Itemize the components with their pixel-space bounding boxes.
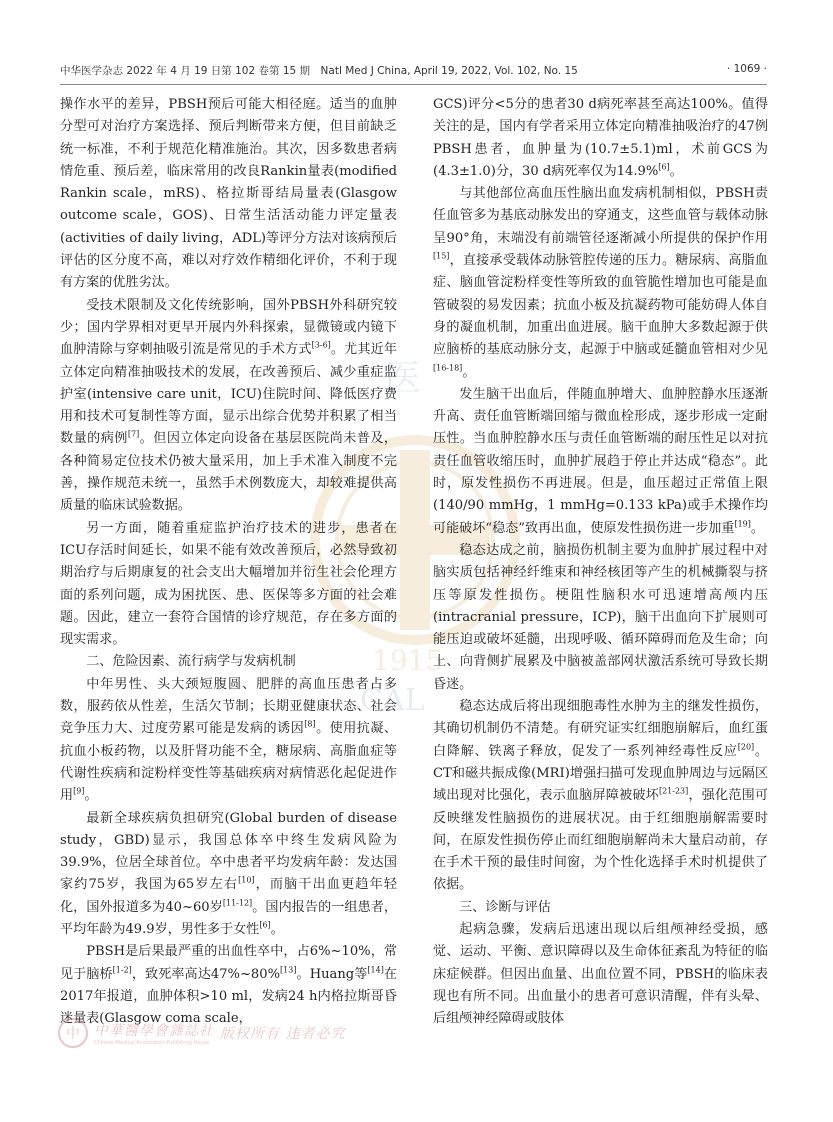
watermark-char: 医 [385, 358, 422, 399]
page-number: · 1069 · [726, 63, 767, 75]
paragraph: PBSH是后果最严重的出血性卒中，占6%~10%，常见于脑桥[1-2]，致死率高达47%~80%[13]。Huang等[14]在2017年报道，血肿体积>10 ml，发病24 h内格拉斯哥昏迷量表(Glasgow coma scale， [60, 944, 398, 1027]
journal-citation: 中华医学杂志 2022 年 4 月 19 日第 102 卷第 15 期 Natl Med J China, April 19, 2022, Vol. 102, No. 15 [60, 65, 578, 77]
paragraph: 稳态达成后将出现细胞毒性水肿为主的继发性损伤，其确切机制仍不清楚。有研究证实红细胞崩解后，血红蛋白降解、铁离子释放，促发了一系列神经毒性反应[20]。CT和磁共振成像(MRI)增强扫描可发现血肿周边与远隔区域出现对比强化，表示血脑屏障被破坏[21-23]，强化范围可反映继发性脑损伤的进展状况。由于红细胞崩解需要时间，在原发性损伤停止而红细胞崩解尚未大量启动前，存在手术干预的最佳时间窗，为个性化选择手术时机提供了依据。 [433, 699, 769, 893]
citation: [8] [304, 719, 316, 729]
section-heading: 二、危险因素、流行病学与发病机制 [86, 654, 296, 670]
citation: [10] [238, 876, 255, 886]
citation: [6] [658, 162, 670, 172]
citation: [20] [737, 742, 755, 752]
citation: [16-18] [433, 363, 463, 373]
citation: [21-23] [658, 786, 689, 796]
publisher-name: 中華醫學會雜誌社 [94, 1023, 214, 1039]
paragraph: 最新全球疾病负担研究(Global burden of disease study，GBD)显示，我国总体卒中终生发病风险为39.9%，位居全球首位。卒中患者平均发病年龄：发达国家约75岁，我国为65岁左右[10]，而脑干出血更趋年轻化，国外报道多为40~60岁[11-12]。国内报告的一组患者，平均年龄为49.9岁，男性多于女性[6]。 [60, 810, 398, 937]
paragraph: 另一方面，随着重症监护治疗技术的进步，患者在ICU存活时间延长，如果不能有效改善预后，必然导致初期治疗与后期康复的社会支出大幅增加并衍生社会伦理方面的系列问题，成为困扰医、患、医保等多方面的社会难题。因此，建立一套符合国情的诊疗规范，存在多方面的现实需求。 [60, 520, 397, 648]
copyright-marks: 版权所有 违者必究 [220, 1026, 346, 1042]
citation: [7] [127, 430, 140, 440]
paragraph: 发生脑干出血后，伴随血肿增大、血肿腔静水压逐渐升高、责任血管断端回缩与微血栓形成，逐步形成一定耐压性。当血肿腔静水压与责任血管断端的耐压性足以对抗责任血管收缩压时，血肿扩展趋于停止并达成“稳态”。此时，原发性损伤不再进展。但是，血压超过正常值上限(140/90 mmHg，1 mmHg=0.133 kPa)或手术操作均可能破坏“稳态”致再出血，使原发性损伤进一步加重[19]。 [433, 386, 768, 536]
citation: [9] [73, 786, 85, 796]
paragraph: 起病急骤，发病后迅速出现以后组颅神经受损，感觉、运动、平衡、意识障碍以及生命体征紊乱为特征的临床症候群。但因出血量、出血位置不同，PBSH的临床表现也有所不同。出血量小的患者可意识清醒，伴有头晕、后组颅神经障碍或肢体 [433, 921, 768, 1027]
paragraph: 与其他部位高血压性脑出血发病机制相似，PBSH责任血管多为基底动脉发出的穿通支，这些血管与载体动脉呈90°角，末端没有前端管径逐渐减小所提供的保护作用[15]，直接承受载体动脉管腔传递的压力。糖尿病、高脂血症、脑血管淀粉样变性等所致的血管脆性增加也可能是血管破裂的易发因素；抗血小板及抗凝药物可能妨碍人体自身的凝血机制，加重出血进展。脑干血肿大多数起源于供应脑桥的基底动脉分支，起源于中脑或延髓血管相对少见[16-18]。 [433, 186, 768, 380]
right-column [433, 94, 768, 1030]
paragraph: 稳态达成之前，脑损伤机制主要为血肿扩展过程中对脑实质包括神经纤维束和神经核团等产生的机械撕裂与挤压等原发性损伤。梗阻性脑积水可迅速增高颅内压(intracranial pressure，ICP)，脑干出血向下扩展则可能压迫或破坏延髓，出现呼吸、循环障碍而危及生命；向上、向背侧扩展累及中脑被盖部网状激活系统可导致长期昏迷。 [433, 542, 768, 692]
citation: [15] [433, 251, 450, 261]
citation: [14] [367, 965, 384, 975]
citation: [6] [259, 920, 271, 930]
publisher-logo [58, 1018, 345, 1048]
paragraph: 操作水平的差异，PBSH预后可能大相径庭。适当的血肿分型可对治疗方案选择、预后判断带来方便，但目前缺乏统一标准，不利于规范化精准施治。其次，因多数患者病情危重、预后差，临床常用的改良Rankin量表(modified Rankin scale，mRS)、格拉斯哥结局量表(Glasgow outcome scale，GOS)、日常生活活动能力评定量表(activities of daily living，ADL)等评分方法对该病预后评估的区分度不高，难以对疗效作精细化评价，不利于现有方案的优胜劣汰。 [60, 97, 397, 291]
citation: [11-12] [222, 898, 253, 908]
citation: [3-6] [311, 340, 331, 350]
left-column [60, 94, 397, 1030]
publisher-seal-icon: 中 [58, 1018, 88, 1048]
watermark-year: 1915 [372, 644, 444, 677]
paragraph: 受技术限制及文化传统影响，国外PBSH外科研究较少；国内学界相对更早开展内外科探索，显微镜或内镜下血肿清除与穿刺抽吸引流是常见的手术方式[3-6]。尤其近年立体定向精准抽吸技术的发展，在改善预后、减少重症监护室(intensive care unit，ICU)住院时间、降低医疗费用和技术可复制性等方面，显示出综合优势并积累了相当数量的病例[7]。但因立体定向设备在基层医院尚未普及，各种简易定位技术仍被大量采用，加上手术准入制度不完善，操作规范未统一，虽然手术例数庞大，却较难提供高质量的临床试验数据。 [60, 297, 398, 514]
publisher-name-en: Chinese Medical Association Publishing House [94, 1040, 210, 1046]
citation: [1-2] [112, 965, 132, 975]
section-heading: 三、诊断与评估 [459, 899, 551, 915]
paragraph: GCS)评分<5分的患者30 d病死率甚至高达100%。值得关注的是，国内有学者采用立体定向精准抽吸治疗的47例PBSH患者，血肿量为(10.7±5.1)ml，术前GCS为(4.3±1.0)分，30 d病死率仅为14.9%[6]。 [433, 97, 768, 179]
citation: [19] [734, 519, 751, 529]
running-header [60, 63, 767, 85]
citation: [13] [280, 965, 297, 975]
watermark-letters: CAL [360, 683, 425, 718]
paragraph: 中年男性、头大颈短腹圆、肥胖的高血压患者占多数，服药依从性差，生活欠节制；长期亚健康状态、社会竞争压力大、过度劳累可能是发病的诱因[8]。使用抗凝、抗血小板药物，以及肝肾功能不全，糖尿病、高脂血症等代谢性疾病和淀粉样变性等基础疾病对病情恶化起促进作用[9]。 [60, 676, 398, 804]
